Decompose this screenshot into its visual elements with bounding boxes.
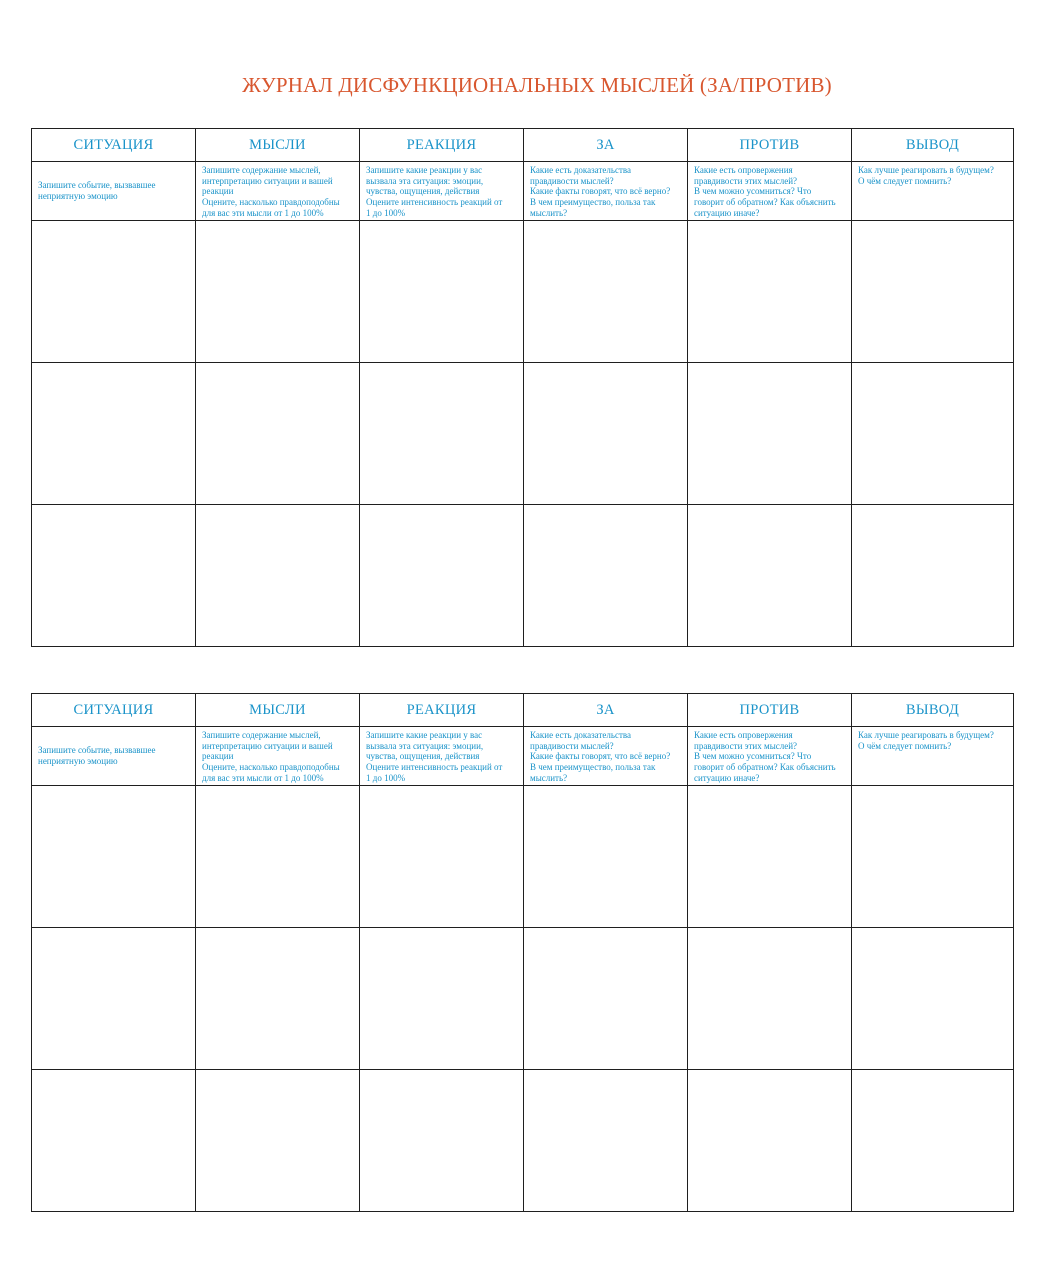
- entry-cell-reaction[interactable]: [360, 363, 524, 505]
- entry-cell-conclusion[interactable]: [852, 786, 1014, 928]
- entry-cell-situation[interactable]: [32, 1070, 196, 1212]
- entry-cell-conclusion[interactable]: [852, 505, 1014, 647]
- entry-cell-conclusion[interactable]: [852, 1070, 1014, 1212]
- entry-row: [32, 786, 1014, 928]
- entry-cell-for[interactable]: [524, 928, 688, 1070]
- hint-row: [32, 162, 1014, 221]
- entry-cell-against[interactable]: [688, 505, 852, 647]
- hint-for: Какие есть доказательства правдивости мыслей? Какие факты говорят, что всё верно? В чем преимущество, польза так мыслить?: [524, 727, 688, 786]
- hint-situation: Запишите событие, вызвавшее неприятную эмоцию: [32, 727, 196, 786]
- entry-row: [32, 363, 1014, 505]
- entry-cell-reaction[interactable]: [360, 505, 524, 647]
- entry-cell-situation[interactable]: [32, 363, 196, 505]
- hint-thoughts: Запишите содержание мыслей, интерпретацию ситуации и вашей реакции Оцените, насколько правдоподобны для вас эти мысли от 1 до 100%: [196, 162, 360, 221]
- entry-cell-conclusion[interactable]: [852, 221, 1014, 363]
- journal-table: [31, 693, 1014, 1212]
- entry-cell-thoughts[interactable]: [196, 221, 360, 363]
- hint-reaction: Запишите какие реакции у вас вызвала эта ситуация: эмоции, чувства, ощущения, действия Оцените интенсивность реакций от 1 до 100%: [360, 727, 524, 786]
- entry-cell-for[interactable]: [524, 786, 688, 928]
- entry-cell-for[interactable]: [524, 1070, 688, 1212]
- entry-cell-against[interactable]: [688, 1070, 852, 1212]
- hint-conclusion: Как лучше реагировать в будущем? О чём следует помнить?: [852, 162, 1014, 221]
- hint-against: Какие есть опровержения правдивости этих мыслей? В чем можно усомниться? Что говорит об обратном? Как объяснить ситуацию иначе?: [688, 162, 852, 221]
- hint-row: [32, 727, 1014, 786]
- entry-cell-reaction[interactable]: [360, 1070, 524, 1212]
- column-header-reaction: РЕАКЦИЯ: [360, 694, 524, 727]
- entry-cell-situation[interactable]: [32, 221, 196, 363]
- entry-cell-thoughts[interactable]: [196, 786, 360, 928]
- entry-cell-reaction[interactable]: [360, 786, 524, 928]
- hint-for: Какие есть доказательства правдивости мыслей? Какие факты говорят, что всё верно? В чем преимущество, польза так мыслить?: [524, 162, 688, 221]
- entry-cell-thoughts[interactable]: [196, 363, 360, 505]
- entry-cell-conclusion[interactable]: [852, 928, 1014, 1070]
- column-header-situation: СИТУАЦИЯ: [32, 129, 196, 162]
- entry-cell-for[interactable]: [524, 363, 688, 505]
- entry-cell-situation[interactable]: [32, 786, 196, 928]
- page-title: ЖУРНАЛ ДИСФУНКЦИОНАЛЬНЫХ МЫСЛЕЙ (ЗА/ПРОТИВ): [242, 73, 832, 97]
- entry-cell-situation[interactable]: [32, 505, 196, 647]
- entry-cell-conclusion[interactable]: [852, 363, 1014, 505]
- column-header-situation: СИТУАЦИЯ: [32, 694, 196, 727]
- column-header-conclusion: ВЫВОД: [852, 694, 1014, 727]
- column-header-for: ЗА: [524, 129, 688, 162]
- entry-row: [32, 928, 1014, 1070]
- entry-cell-situation[interactable]: [32, 928, 196, 1070]
- journal-table: [31, 128, 1014, 647]
- entry-cell-thoughts[interactable]: [196, 1070, 360, 1212]
- hint-situation: Запишите событие, вызвавшее неприятную эмоцию: [32, 162, 196, 221]
- column-header-for: ЗА: [524, 694, 688, 727]
- hint-conclusion: Как лучше реагировать в будущем? О чём следует помнить?: [852, 727, 1014, 786]
- entry-cell-for[interactable]: [524, 221, 688, 363]
- hint-reaction: Запишите какие реакции у вас вызвала эта ситуация: эмоции, чувства, ощущения, действия Оцените интенсивность реакций от 1 до 100%: [360, 162, 524, 221]
- entry-cell-thoughts[interactable]: [196, 928, 360, 1070]
- entry-row: [32, 1070, 1014, 1212]
- column-header-thoughts: МЫСЛИ: [196, 129, 360, 162]
- entry-row: [32, 221, 1014, 363]
- entry-row: [32, 505, 1014, 647]
- entry-cell-for[interactable]: [524, 505, 688, 647]
- entry-cell-against[interactable]: [688, 363, 852, 505]
- entry-cell-against[interactable]: [688, 221, 852, 363]
- column-header-against: ПРОТИВ: [688, 129, 852, 162]
- entry-cell-reaction[interactable]: [360, 928, 524, 1070]
- hint-against: Какие есть опровержения правдивости этих мыслей? В чем можно усомниться? Что говорит об обратном? Как объяснить ситуацию иначе?: [688, 727, 852, 786]
- column-header-thoughts: МЫСЛИ: [196, 694, 360, 727]
- entry-cell-against[interactable]: [688, 786, 852, 928]
- entry-cell-thoughts[interactable]: [196, 505, 360, 647]
- header-row: [32, 694, 1014, 727]
- header-row: [32, 129, 1014, 162]
- entry-cell-against[interactable]: [688, 928, 852, 1070]
- column-header-conclusion: ВЫВОД: [852, 129, 1014, 162]
- column-header-reaction: РЕАКЦИЯ: [360, 129, 524, 162]
- hint-thoughts: Запишите содержание мыслей, интерпретацию ситуации и вашей реакции Оцените, насколько правдоподобны для вас эти мысли от 1 до 100%: [196, 727, 360, 786]
- entry-cell-reaction[interactable]: [360, 221, 524, 363]
- column-header-against: ПРОТИВ: [688, 694, 852, 727]
